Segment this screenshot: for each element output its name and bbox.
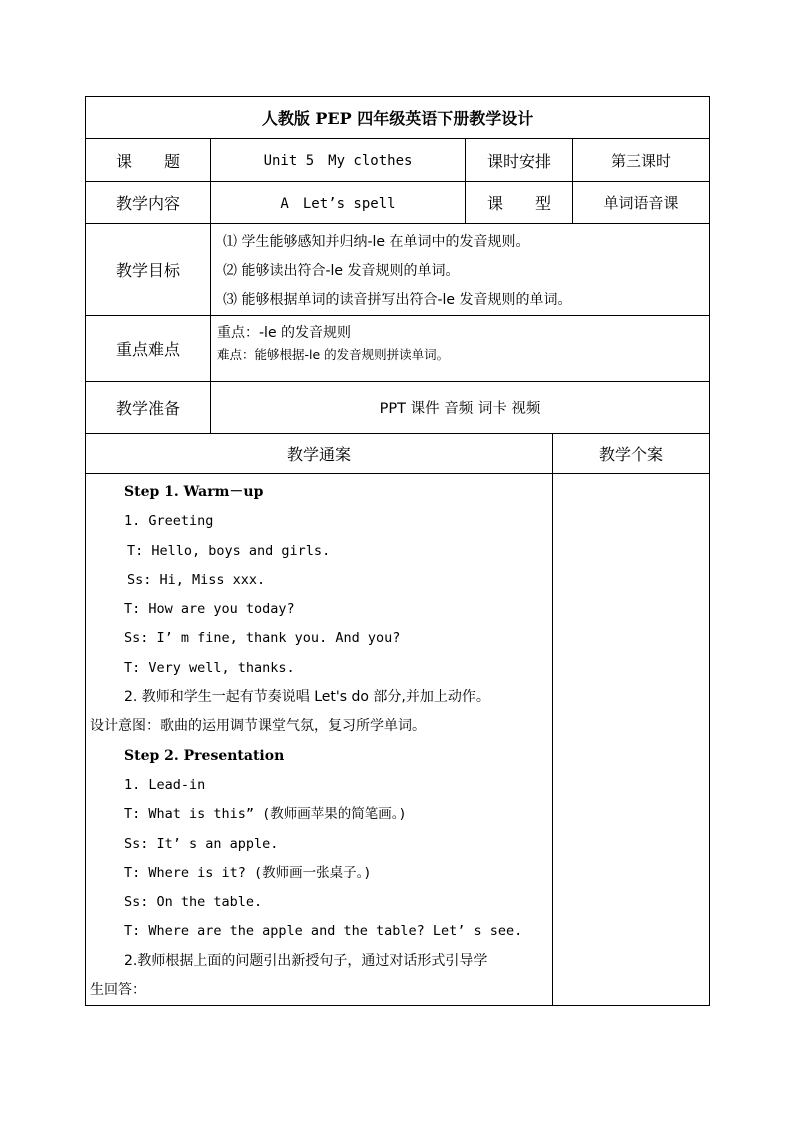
document-title: 人教版 PEP 四年级英语下册教学设计	[86, 97, 710, 139]
lesson-plan-table	[85, 96, 710, 1006]
plan-lines	[86, 478, 552, 1005]
prep-value: PPT 课件 音频 词卡 视频	[211, 382, 710, 434]
plan-line: T: Hello, boys and girls.	[127, 542, 331, 559]
plan-line: T: Very well, thanks.	[124, 659, 295, 676]
content-label: 教学内容	[86, 182, 211, 224]
notes-header: 教学个案	[553, 434, 710, 474]
content-row	[86, 182, 710, 224]
goal-item: ⑶ 能够根据单词的读音拼写出符合-le 发音规则的单词。	[223, 292, 572, 308]
topic-label: 课 题	[86, 139, 211, 182]
plan-line: Ss: Hi, Miss xxx.	[127, 571, 266, 588]
topic-row	[86, 139, 710, 182]
notes-body	[553, 474, 710, 1006]
plan-line: T: What is this” (教师画苹果的简笔画。)	[124, 806, 407, 823]
type-value: 单词语音课	[573, 182, 710, 224]
plan-header-row	[86, 434, 710, 474]
plan-line: 生回答：	[90, 982, 146, 999]
keypoints-row	[86, 316, 710, 382]
prep-row	[86, 382, 710, 434]
key-point: 重点：-le 的发音规则	[217, 325, 352, 341]
period-value: 第三课时	[573, 139, 710, 182]
plan-line: 1. Lead-in	[124, 776, 206, 793]
title-row	[86, 97, 710, 139]
topic-value: Unit 5 My clothes	[211, 139, 466, 182]
plan-line: Ss: It’ s an apple.	[124, 835, 279, 852]
plan-line: T: Where are the apple and the table? Let’ s see.	[124, 923, 523, 940]
plan-line: 1. Greeting	[124, 513, 214, 530]
goal-item: ⑵ 能够读出符合-le 发音规则的单词。	[223, 263, 460, 279]
plan-line: Ss: I’ m fine, thank you. And you?	[124, 630, 401, 647]
plan-line: Ss: On the table.	[124, 894, 263, 911]
plan-line: 2.教师根据上面的问题引出新授句子，通过对话形式引导学	[124, 952, 488, 969]
keypoints-cell	[211, 316, 710, 382]
content-value: A Let’s spell	[211, 182, 466, 224]
plan-line: T: Where is it? (教师画一张桌子。)	[124, 864, 372, 881]
step-heading: Step 2. Presentation	[124, 747, 285, 764]
plan-line: 2. 教师和学生一起有节奏说唱 Let's do 部分,并加上动作。	[124, 689, 490, 706]
plan-header: 教学通案	[86, 434, 553, 474]
goals-row	[86, 224, 710, 316]
goal-item: ⑴ 学生能够感知并归纳-le 在单词中的发音规则。	[223, 234, 530, 250]
step-heading: Step 1. Warm－up	[124, 484, 264, 500]
plan-body-row	[86, 474, 710, 1006]
goals-label: 教学目标	[86, 224, 211, 316]
prep-label: 教学准备	[86, 382, 211, 434]
goals-list	[211, 224, 710, 316]
difficult-point: 难点：能够根据-le 的发音规则拼读单词。	[217, 347, 450, 362]
plan-body	[86, 474, 553, 1006]
plan-line: 设计意图：歌曲的运用调节课堂气氛，复习所学单词。	[90, 718, 426, 735]
plan-line: T: How are you today?	[124, 601, 295, 618]
keypoints-label: 重点难点	[86, 316, 211, 382]
period-label: 课时安排	[466, 139, 573, 182]
type-label: 课 型	[466, 182, 573, 224]
